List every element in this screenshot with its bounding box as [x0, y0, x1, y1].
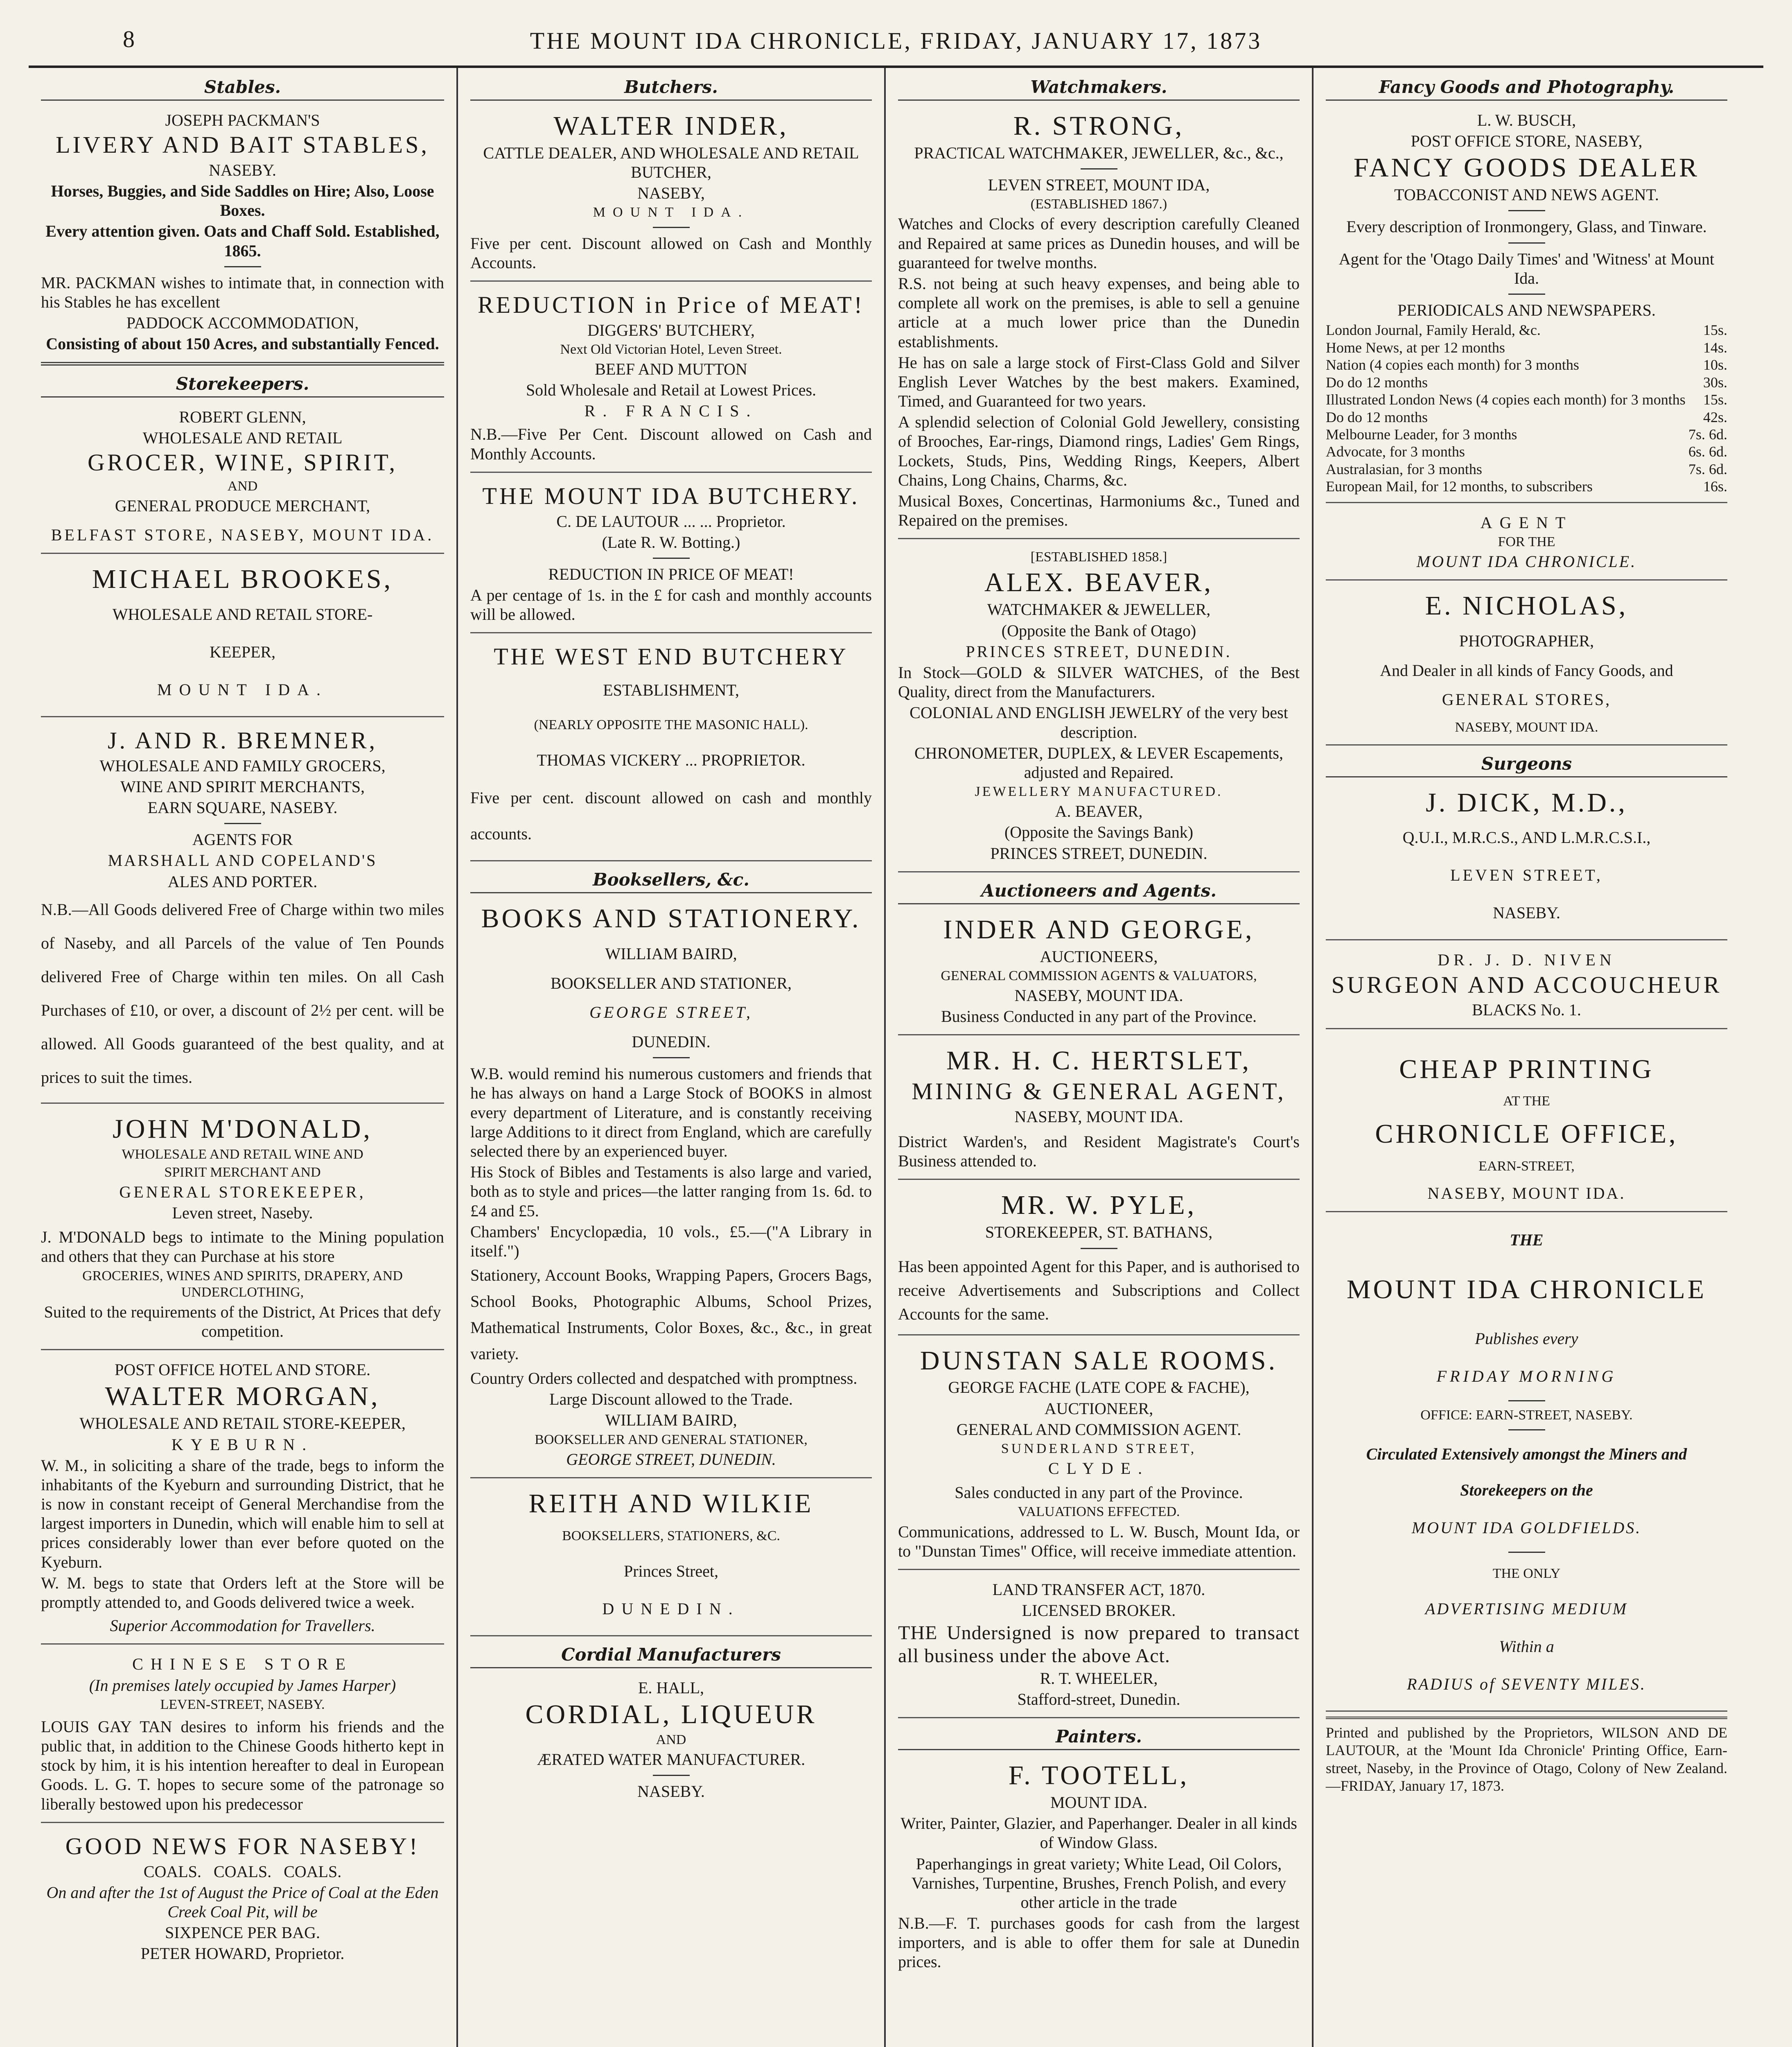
ad-text: EARN-STREET, [1478, 1159, 1575, 1174]
ad-text: Next Old Victorian Hotel, Leven Street. [560, 341, 782, 357]
price-row [1326, 356, 1727, 373]
ad-text: TOBACCONIST AND NEWS AGENT. [1394, 185, 1659, 204]
ad-text: SPIRIT MERCHANT AND [164, 1164, 321, 1180]
ad-text: [ESTABLISHED 1858.] [1030, 549, 1167, 565]
ad-chinese-store [41, 1649, 444, 1823]
divider [1508, 1400, 1545, 1401]
ad-text: MARSHALL AND COPELAND'S [108, 851, 377, 870]
ad-body: Watches and Clocks of every description carefully Cleaned and Repaired at same prices as Dunedin houses, and will be guaranteed for twelve months. [898, 215, 1300, 272]
ad-text: MOUNT IDA CHRONICLE. [1416, 552, 1637, 571]
ad-text: RADIUS of SEVENTY MILES. [1407, 1675, 1646, 1694]
ad-text: LICENSED BROKER. [1022, 1601, 1176, 1620]
ad-text: AND [656, 1732, 686, 1747]
ad-body: Country Orders collected and despatched with promptness. [470, 1369, 858, 1388]
ad-title: SURGEON AND ACCOUCHEUR [1331, 971, 1722, 998]
ad-body: Five per cent. discount allowed on cash and monthly accounts. [470, 788, 872, 843]
ad-text: C. DE LAUTOUR ... ... Proprietor. [556, 512, 786, 531]
ad-body: W.B. would remind his numerous customers and friends that he has always on hand a Large Stock of BOOKS in almost every department of Literature, and is constantly receiving large Additions to it direct from England, which are carefully selected there by an experienced buyer. [470, 1064, 872, 1160]
divider [1508, 210, 1545, 211]
ad-text: ÆRATED WATER MANUFACTURER. [537, 1750, 806, 1769]
ad-place: KYEBURN. [171, 1435, 314, 1454]
ad-text: NASEBY, MOUNT IDA. [1014, 1107, 1183, 1126]
ad-hertslet [898, 1040, 1300, 1180]
printer-imprint: Printed and published by the Proprietors, WILSON AND DE LAUTOUR, at the 'Mount Ida Chronicle' Printing Office, Earn-street, Naseby, in the Province of Otago, Colony of New Zealand.—FRIDAY, January 17, 1873. [1326, 1717, 1727, 1795]
price-row [1326, 443, 1727, 460]
ad-text: STOREKEEPER, ST. BATHANS, [985, 1223, 1213, 1242]
price-value: 6s. 6d. [1688, 443, 1727, 460]
price-value: 42s. [1703, 409, 1727, 425]
ad-text: BOOKSELLER AND STATIONER, [550, 974, 792, 992]
ad-text: LEVEN STREET, [1450, 866, 1603, 885]
ad-text: MOUNT IDA. [593, 205, 749, 220]
section-header-auctioneers: Auctioneers and Agents. [898, 877, 1300, 904]
ad-text: NASEBY, MOUNT IDA. [1455, 720, 1598, 735]
ad-text: WHOLESALE AND RETAIL STORE- [112, 605, 373, 624]
ad-title: REITH AND WILKIE [528, 1488, 814, 1518]
ad-title: F. TOOTELL, [1008, 1760, 1189, 1791]
ad-text: (Opposite the Bank of Otago) [1001, 621, 1196, 640]
ad-text: THOMAS VICKERY ... PROPRIETOR. [537, 750, 806, 769]
divider [1081, 168, 1117, 169]
ad-text: GEORGE FACHE (LATE COPE & FACHE), [948, 1378, 1250, 1397]
ad-body: In Stock—GOLD & SILVER WATCHES, of the Best Quality, direct from the Manufacturers. [898, 663, 1300, 701]
ad-text: DR. J. D. NIVEN [1438, 951, 1616, 969]
column-2 [456, 68, 884, 2047]
ad-text: GENERAL COMMISSION AGENTS & VALUATORS, [941, 968, 1257, 983]
divider [1508, 1552, 1545, 1553]
ad-body: Five per cent. Discount allowed on Cash and Monthly Accounts. [470, 234, 872, 272]
ad-title: MICHAEL BROOKES, [92, 564, 393, 594]
ad-body: W. M., in soliciting a share of the trade, begs to inform the inhabitants of the Kyeburn and surrounding District, that he is now in constant receipt of General Merchandise from the largest importers in Dunedin, which will enable him to sell at prices considerably lower than ever before quoted on the Kyeburn. [41, 1456, 444, 1571]
ad-text: PERIODICALS AND NEWSPAPERS. [1397, 301, 1656, 320]
ad-cheap-printing [1326, 1034, 1727, 1213]
ad-text: Every attention given. Oats and Chaff Sold. Established, 1865. [45, 222, 440, 260]
price-item: Australasian, for 3 months [1326, 461, 1482, 477]
ad-text: ADVERTISING MEDIUM [1425, 1600, 1628, 1618]
section-header-butchers: Butchers. [470, 74, 872, 101]
ad-text: GEORGE STREET, [589, 1003, 753, 1022]
ad-text: NASEBY, [637, 184, 705, 203]
price-row [1326, 374, 1727, 391]
ad-text: PETER HOWARD, Proprietor. [140, 1944, 345, 1963]
price-row [1326, 321, 1727, 339]
ad-text: MR. PACKMAN wishes to intimate that, in connection with his Stables he has excellent [41, 273, 444, 311]
divider [653, 558, 690, 559]
ad-text: NASEBY, MOUNT IDA. [1014, 986, 1183, 1005]
ad-mount-ida-butchery [470, 478, 872, 634]
ad-text: VALUATIONS EFFECTED. [1018, 1504, 1180, 1520]
ad-text: R. FRANCIS. [584, 402, 758, 420]
ad-text: WHOLESALE AND RETAIL STORE-KEEPER, [79, 1414, 406, 1433]
ad-text: AUCTIONEERS, [1040, 947, 1158, 966]
ad-packman-stables [41, 106, 444, 366]
ad-tootell [898, 1755, 1300, 1980]
ad-text: Paperhangings in great variety; White Lead, Oil Colors, Varnishes, Turpentine, Brushes, French Polish, and every other article in the trade [911, 1854, 1286, 1911]
ad-text: GENERAL STORES, [1442, 690, 1611, 709]
ad-title: CHINESE STORE [132, 1655, 353, 1674]
ad-text: WILLIAM BAIRD, [605, 1411, 737, 1430]
ad-text: GENERAL AND COMMISSION AGENT. [956, 1420, 1241, 1439]
ad-text: Business Conducted in any part of the Province. [941, 1007, 1257, 1026]
ad-body: N.B.—F. T. purchases goods for cash from the largest importers, and is able to offer them for sale at Dunedin prices. [898, 1914, 1300, 1971]
ad-text: MOUNT IDA GOLDFIELDS. [1411, 1518, 1642, 1537]
ad-text: PADDOCK ACCOMMODATION, [126, 314, 359, 332]
ad-text: Sold Wholesale and Retail at Lowest Prices. [526, 381, 817, 400]
ad-title: MR. H. C. HERTSLET, [946, 1046, 1251, 1076]
section-header-surgeons: Surgeons [1326, 750, 1727, 777]
ad-text: BOOKSELLERS, STATIONERS, &C. [562, 1528, 780, 1543]
ad-text: On and after the 1st of August the Price of Coal at the Eden Creek Coal Pit, will be [46, 1883, 439, 1921]
ad-r-strong [898, 106, 1300, 539]
ad-text: PHOTOGRAPHER, [1459, 632, 1594, 651]
ad-alex-beaver [898, 544, 1300, 872]
ad-text: (Opposite the Savings Bank) [1004, 823, 1194, 842]
ad-title: LIVERY AND BAIT STABLES, [56, 131, 429, 158]
ad-title: BOOKS AND STATIONERY. [481, 903, 861, 933]
ad-body: A per centage of 1s. in the £ for cash and monthly accounts will be allowed. [470, 586, 872, 624]
ad-text: AUCTIONEER, [1044, 1399, 1153, 1418]
ad-body: LOUIS GAY TAN desires to inform his friends and the public that, in addition to the Chinese Goods hitherto kept in stock by him, it is his intention hereafter to deal in European Goods. L. G. T. hopes to secure some of the patronage so liberally bestowed upon his predecessor [41, 1717, 444, 1813]
ad-text: Q.U.I., M.R.C.S., AND L.M.R.C.S.I., [1402, 828, 1651, 847]
ad-good-news-coal [41, 1828, 444, 1972]
ad-nicholas [1326, 585, 1727, 745]
price-value: 15s. [1703, 322, 1727, 339]
columns [29, 68, 1763, 2047]
price-value: 7s. 6d. [1688, 461, 1727, 477]
ad-diggers-butchery [470, 287, 872, 473]
ad-text: BLACKS No. 1. [1472, 1001, 1581, 1019]
price-row [1326, 478, 1727, 495]
ad-text: THE [1510, 1231, 1544, 1249]
price-item: Do do 12 months [1326, 409, 1428, 425]
ad-text: DIGGERS' BUTCHERY, [587, 321, 755, 339]
section-header-fancy-goods: Fancy Goods and Photography. [1326, 74, 1727, 101]
ad-text: AGENTS FOR [192, 830, 293, 849]
column-1 [29, 68, 456, 2047]
ad-body: His Stock of Bibles and Testaments is also large and varied, both as to style and prices—the latter ranging from 1s. 6d. to £4 and £5. [470, 1163, 872, 1220]
ad-body: Stationery, Account Books, Wrapping Papers, Grocers Bags, School Books, Photographic Albums, School Prizes, Mathematical Instruments, Color Boxes, &c., &c., in great variety. [470, 1266, 872, 1363]
ad-text: Sales conducted in any part of the Province. [955, 1483, 1243, 1502]
divider [653, 1775, 690, 1776]
section-header-painters: Painters. [898, 1723, 1300, 1750]
section-header-booksellers: Booksellers, &c. [470, 866, 872, 893]
ad-text: Leven street, Naseby. [172, 1204, 313, 1222]
ad-text: OFFICE: EARN-STREET, NASEBY. [1420, 1408, 1633, 1423]
ad-text: AT THE [1503, 1094, 1550, 1109]
ad-text: And Dealer in all kinds of Fancy Goods, and [1380, 661, 1673, 680]
ad-body: District Warden's, and Resident Magistrate's Court's Business attended to. [898, 1132, 1300, 1170]
ad-text: ESTABLISHMENT, [603, 681, 739, 700]
price-value: 30s. [1703, 374, 1727, 391]
ad-text: GEORGE STREET, DUNEDIN. [566, 1450, 776, 1469]
price-row [1326, 409, 1727, 426]
masthead-title: THE MOUNT IDA CHRONICLE, FRIDAY, JANUARY 17, 1873 [530, 27, 1262, 54]
price-value: 10s. [1703, 357, 1727, 373]
divider [653, 1057, 690, 1058]
ad-text: CHRONOMETER, DUPLEX, & LEVER Escapements, adjusted and Repaired. [914, 743, 1283, 782]
price-value: 15s. [1703, 391, 1727, 408]
ad-text: THE ONLY [1492, 1566, 1561, 1582]
ad-text: POST OFFICE HOTEL AND STORE. [115, 1360, 370, 1379]
ad-title: MOUNT IDA CHRONICLE [1346, 1274, 1707, 1305]
ad-text: WHOLESALE AND FAMILY GROCERS, [99, 756, 386, 775]
ad-text: Within a [1499, 1637, 1554, 1656]
divider [224, 266, 261, 267]
ad-text: AND [227, 478, 258, 494]
ad-text: WATCHMAKER & JEWELLER, [987, 600, 1211, 619]
ad-proprietor: ROBERT GLENN, [179, 407, 306, 426]
ad-text: (In premises lately occupied by James Harper) [89, 1676, 396, 1695]
ad-text: Horses, Buggies, and Side Saddles on Hire; Also, Loose Boxes. [51, 182, 434, 220]
ad-text: EARN SQUARE, NASEBY. [147, 798, 338, 817]
column-4 [1312, 68, 1740, 2047]
ad-robert-glenn [41, 402, 444, 554]
price-item: European Mail, for 12 months, to subscribers [1326, 478, 1593, 495]
ad-text: KEEPER, [209, 643, 276, 661]
ad-text: FOR THE [1498, 534, 1555, 550]
ad-text: Suited to the requirements of the District, At Prices that defy competition. [44, 1302, 441, 1341]
ad-title: MR. W. PYLE, [1001, 1190, 1197, 1220]
ad-text: MOUNT IDA. [1050, 1793, 1148, 1812]
price-item: Nation (4 copies each month) for 3 months [1326, 357, 1579, 373]
ad-title: CORDIAL, LIQUEUR [525, 1699, 817, 1729]
periodicals-price-list [1326, 321, 1727, 495]
page-number: 8 [123, 26, 135, 52]
ad-title: LAND TRANSFER ACT, 1870. [992, 1580, 1205, 1599]
ad-text: CATTLE DEALER, AND WHOLESALE AND RETAIL BUTCHER, [483, 143, 859, 182]
ad-text: BEEF AND MUTTON [595, 359, 747, 378]
ad-inder-george [898, 909, 1300, 1036]
price-value: 14s. [1703, 339, 1727, 356]
ad-text: GROCERIES, WINES AND SPIRITS, DRAPERY, AND UNDERCLOTHING, [82, 1268, 403, 1300]
ad-text: (ESTABLISHED 1867.) [1030, 197, 1167, 212]
ad-title: R. STRONG, [1013, 111, 1185, 141]
divider [1508, 294, 1545, 295]
masthead [29, 16, 1763, 68]
ad-title: FANCY GOODS DEALER [1353, 153, 1700, 183]
ad-text: Publishes every [1475, 1329, 1578, 1348]
ad-text: DUNEDIN. [602, 1599, 740, 1618]
ad-text: WILLIAM BAIRD, [605, 944, 737, 963]
section-header-stables: Stables. [41, 74, 444, 101]
ad-text: A. BEAVER, [1055, 802, 1143, 821]
ad-text: AGENT [1480, 513, 1573, 532]
ad-title: E. NICHOLAS, [1425, 591, 1628, 621]
ad-text: SIXPENCE PER BAG. [165, 1923, 320, 1942]
ad-title: DUNSTAN SALE ROOMS. [920, 1345, 1278, 1376]
ad-text: PRINCES STREET, DUNEDIN. [966, 642, 1232, 661]
price-row [1326, 339, 1727, 356]
ad-title: WALTER MORGAN, [105, 1381, 380, 1412]
ad-text: L. W. BUSCH, [1477, 111, 1576, 129]
ad-text: LEVEN STREET, MOUNT IDA, [988, 176, 1210, 194]
ad-title: INDER AND GEORGE, [943, 914, 1255, 944]
ad-dr-niven [1326, 945, 1727, 1029]
ad-text: Large Discount allowed to the Trade. [549, 1390, 793, 1409]
ad-title: GOOD NEWS FOR NASEBY! [65, 1832, 420, 1859]
divider [1508, 242, 1545, 244]
ad-proprietor: JOSEPH PACKMAN'S [165, 111, 320, 129]
ad-pyle [898, 1185, 1300, 1335]
price-row [1326, 426, 1727, 443]
ad-text: PRINCES STREET, DUNEDIN. [990, 844, 1207, 863]
ad-title: REDUCTION in Price of MEAT! [478, 291, 864, 318]
ad-text: Consisting of about 150 Acres, and substantially Fenced. [46, 334, 439, 353]
ad-dunstan-sale-rooms [898, 1340, 1300, 1570]
ad-text: JEWELLERY MANUFACTURED. [975, 784, 1223, 800]
ad-text: PRACTICAL WATCHMAKER, JEWELLER, &c., &c., [914, 143, 1284, 162]
ad-body: He has on sale a large stock of First-Class Gold and Silver English Lever Watches by the best makers. Examined, Timed, and Guaranteed for two years. [898, 353, 1300, 411]
price-item: Illustrated London News (4 copies each month) for 3 months [1326, 391, 1686, 408]
section-header-storekeepers: Storekeepers. [41, 371, 444, 398]
ad-title: JOHN M'DONALD, [113, 1114, 372, 1144]
price-item: Home News, at per 12 months [1326, 339, 1505, 356]
ad-text: WHOLESALE AND RETAIL WINE AND [122, 1146, 363, 1162]
ad-text: GENERAL STOREKEEPER, [119, 1182, 366, 1201]
ad-place: MOUNT IDA. [157, 680, 328, 699]
ad-text: POST OFFICE STORE, NASEBY, [1411, 132, 1643, 151]
ad-reith-wilkie [470, 1483, 872, 1636]
ad-john-mcdonald [41, 1109, 444, 1350]
ad-text: Princes Street, [623, 1561, 719, 1580]
ad-body: Communications, addressed to L. W. Busch, Mount Ida, or to "Dunstan Times" Office, will receive immediate attention. [898, 1522, 1300, 1560]
ad-west-end-butchery [470, 638, 872, 861]
ad-text: WINE AND SPIRIT MERCHANTS, [120, 777, 365, 796]
ad-land-transfer [898, 1575, 1300, 1718]
section-header-cordial: Cordial Manufacturers [470, 1641, 872, 1668]
ad-text: (NEARLY OPPOSITE THE MASONIC HALL). [534, 717, 808, 733]
price-item: Advocate, for 3 months [1326, 443, 1465, 460]
ad-text: NASEBY. [1493, 904, 1560, 922]
ad-title: ALEX. BEAVER, [984, 567, 1213, 598]
price-row [1326, 391, 1727, 408]
section-header-watchmakers: Watchmakers. [898, 74, 1300, 101]
ad-title: J. AND R. BREMNER, [107, 727, 378, 754]
ad-walter-morgan [41, 1355, 444, 1645]
ad-chronicle-notice [1326, 1217, 1727, 1712]
price-value: 7s. 6d. [1688, 426, 1727, 443]
ad-e-hall [470, 1673, 872, 1810]
ad-body: Chambers' Encyclopædia, 10 vols., £5.—("A Library in itself.") [470, 1222, 872, 1260]
ad-text: REDUCTION IN PRICE OF MEAT! [548, 565, 794, 583]
ad-dr-dick [1326, 782, 1727, 941]
ad-text: Agent for the 'Otago Daily Times' and 'Witness' at Mount Ida. [1338, 249, 1715, 287]
ad-text: Writer, Painter, Glazier, and Paperhanger. Dealer in all kinds of Window Glass. [901, 1814, 1297, 1852]
ad-text: CLYDE. [1048, 1459, 1150, 1478]
divider [653, 227, 690, 228]
ad-text: SUNDERLAND STREET, [1001, 1441, 1197, 1456]
ad-agent-chronicle [1326, 508, 1727, 581]
ad-title: GROCER, WINE, SPIRIT, [87, 449, 398, 476]
divider [224, 823, 261, 824]
ad-text: NASEBY. [637, 1782, 705, 1801]
ad-bremner [41, 722, 444, 1104]
ad-title: CHEAP PRINTING [1399, 1054, 1654, 1084]
ad-text: Every description of Ironmongery, Glass, and Tinware. [1346, 217, 1707, 236]
ad-text: LEVEN-STREET, NASEBY. [160, 1697, 325, 1712]
ad-text: E. HALL, [638, 1678, 704, 1697]
ad-text: NASEBY, MOUNT IDA. [1427, 1184, 1626, 1202]
ad-text: COALS. COALS. COALS. [143, 1862, 342, 1881]
ad-text: Stafford-street, Dunedin. [1017, 1690, 1180, 1708]
ad-michael-brookes [41, 559, 444, 717]
ad-place: NASEBY. [209, 160, 276, 179]
ad-text: Superior Accommodation for Travellers. [110, 1616, 375, 1635]
ad-body: J. M'DONALD begs to intimate to the Mining population and others that they can Purchase at his store [41, 1228, 444, 1266]
ad-title: CHRONICLE OFFICE, [1375, 1119, 1678, 1149]
price-row [1326, 461, 1727, 478]
ad-text: FRIDAY MORNING [1436, 1367, 1617, 1386]
ad-body: Has been appointed Agent for this Paper, and is authorised to receive Advertisements and Subscriptions and Collect Accounts for the same. [898, 1257, 1300, 1323]
ad-body: N.B.—All Goods delivered Free of Charge within two miles of Naseby, and all Parcels of the value of Ten Pounds delivered Free of Charge within ten miles. On all Cash Purchases of £10, or over, a discount of 2½ per cent. will be allowed. All Goods guaranteed of the best quality, and at prices to suit the times. [41, 900, 444, 1087]
ad-text: MINING & GENERAL AGENT, [912, 1078, 1286, 1105]
divider [1081, 1248, 1117, 1249]
price-value: 16s. [1703, 478, 1727, 495]
column-3 [884, 68, 1312, 2047]
ad-text: GENERAL PRODUCE MERCHANT, [115, 496, 370, 515]
ad-text: DUNEDIN. [632, 1033, 711, 1051]
ad-body: A splendid selection of Colonial Gold Jewellery, consisting of Brooches, Ear-rings, Diamond rings, Ladies' Gem Rings, Lockets, Studs, Pins, Wedding Rings, Keepers, Albert Chains, Long Chains, Charms, &c. [898, 413, 1300, 489]
price-item: London Journal, Family Herald, &c. [1326, 322, 1541, 339]
ad-body: R.S. not being at such heavy expenses, and being able to complete all work on the premises, is able to sell a genuine article at a much lower price than the Dunedin establishments. [898, 274, 1300, 351]
ad-title: THE WEST END BUTCHERY [494, 643, 849, 670]
divider [1508, 1429, 1545, 1430]
ad-title: THE MOUNT IDA BUTCHERY. [482, 482, 860, 509]
ad-text: WHOLESALE AND RETAIL [142, 428, 343, 447]
ad-text: COLONIAL AND ENGLISH JEWELRY of the very best description. [910, 703, 1288, 741]
ad-text: ALES AND PORTER. [167, 872, 318, 891]
ad-title: WALTER INDER, [553, 111, 789, 141]
ad-walter-inder [470, 106, 872, 282]
ad-william-baird [470, 898, 872, 1478]
ad-text: BOOKSELLER AND GENERAL STATIONER, [535, 1432, 808, 1447]
ad-body: Musical Boxes, Concertinas, Harmoniums &c., Tuned and Repaired on the premises. [898, 492, 1300, 530]
price-item: Melbourne Leader, for 3 months [1326, 426, 1517, 443]
ad-busch [1326, 106, 1727, 503]
price-item: Do do 12 months [1326, 374, 1428, 391]
ad-address: BELFAST STORE, NASEBY, MOUNT IDA. [51, 525, 434, 544]
ad-body: THE Undersigned is now prepared to transact all business under the above Act. [898, 1622, 1300, 1667]
ad-body: N.B.—Five Per Cent. Discount allowed on Cash and Monthly Accounts. [470, 425, 872, 463]
ad-text: (Late R. W. Botting.) [602, 533, 740, 551]
ad-title: J. DICK, M.D., [1426, 787, 1627, 818]
ad-body: W. M. begs to state that Orders left at the Store will be promptly attended to, and Goods delivered twice a week. [41, 1573, 444, 1612]
ad-text: Circulated Extensively amongst the Miners and Storekeepers on the [1366, 1445, 1687, 1500]
ad-text: R. T. WHEELER, [1040, 1669, 1158, 1688]
